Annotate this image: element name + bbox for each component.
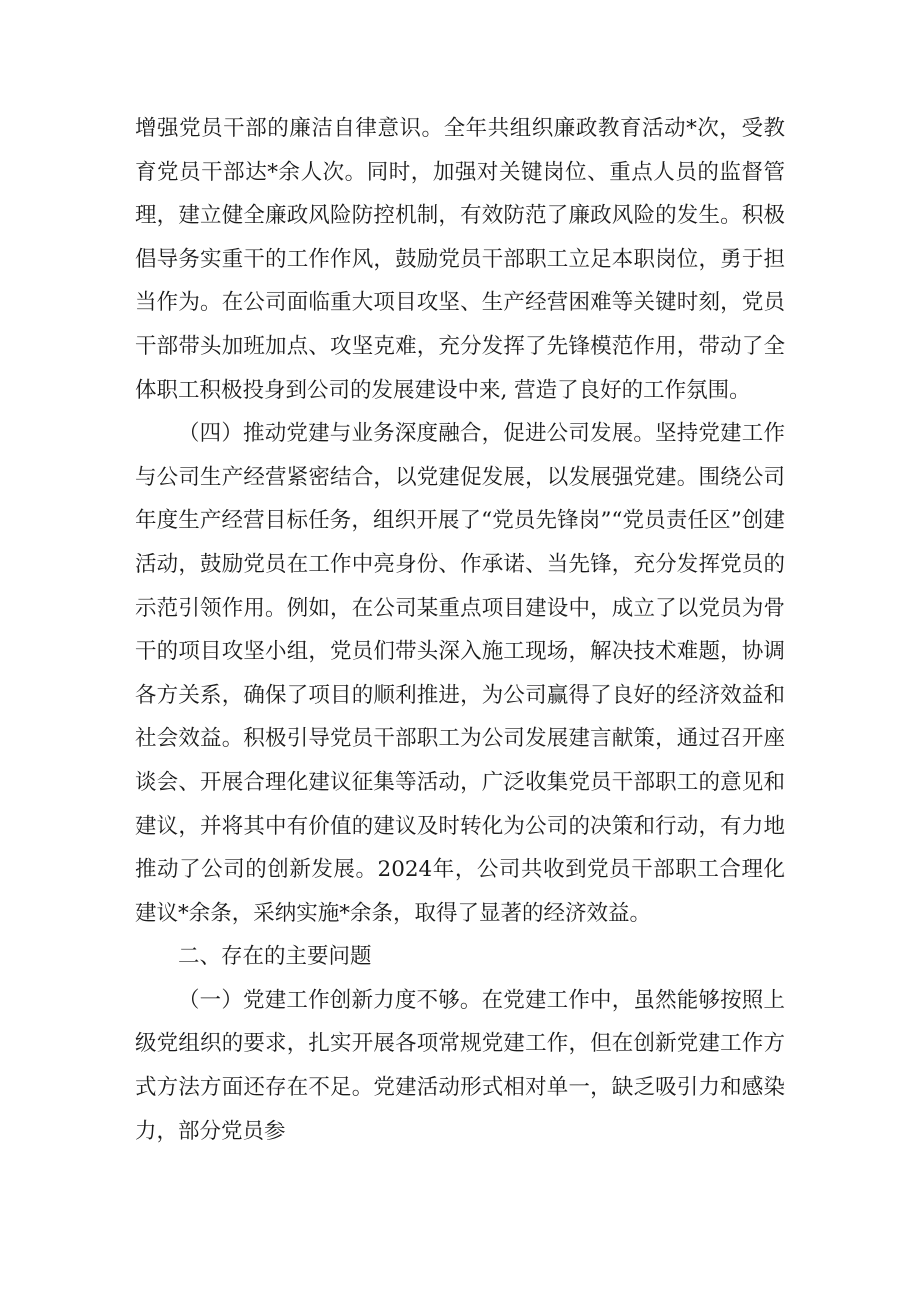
paragraph-continuation: 增强党员干部的廉洁自律意识。全年共组织廉政教育活动*次，受教育党员干部达*余人次。同时，加强对关键岗位、重点人员的监督管理，建立健全廉政风险防控机制，有效防范了廉政风险的发生。积极倡导务实重干的工作作风，鼓励党员干部职工立足本职岗位，勇于担当作为。在公司面临重大项目攻坚、生产经营困难等关键时刻，党员干部带头加班加点、攻坚克难，充分发挥了先锋模范作用，带动了全体职工积极投身到公司的发展建设中来, 营造了良好的工作氛围。 — [135, 116, 785, 403]
paragraph-problem-1: （一）党建工作创新力度不够。在党建工作中，虽然能够按照上级党组织的要求，扎实开展各项常规党建工作，但在创新党建工作方式方法方面还存在不足。党建活动形式相对单一，缺乏吸引力和感染力，部分党员参 — [135, 987, 785, 1144]
section-heading: 二、存在的主要问题 — [178, 944, 372, 970]
document-body — [135, 107, 785, 1153]
paragraph-section-4: （四）推动党建与业务深度融合，促进公司发展。坚持党建工作与公司生产经营紧密结合，以党建促发展，以发展强党建。围绕公司年度生产经营目标任务，组织开展了“党员先锋岗”“党员责任区”创建活动，鼓励党员在工作中亮身份、作承诺、当先锋，充分发挥党员的示范引领作用。例如，在公司某重点项目建设中，成立了以党员为骨干的项目攻坚小组，党员们带头深入施工现场，解决技术难题，协调各方关系，确保了项目的顺利推进，为公司赢得了良好的经济效益和社会效益。积极引导党员干部职工为公司发展建言献策，通过召开座谈会、开展合理化建议征集等活动，广泛收集党员干部职工的意见和建议，并将其中有价值的建议及时转化为公司的决策和行动，有力地推动了公司的创新发展。2024年，公司共收到党员干部职工合理化建议*余条，采纳实施*余条，取得了显著的经济效益。 — [135, 421, 785, 926]
